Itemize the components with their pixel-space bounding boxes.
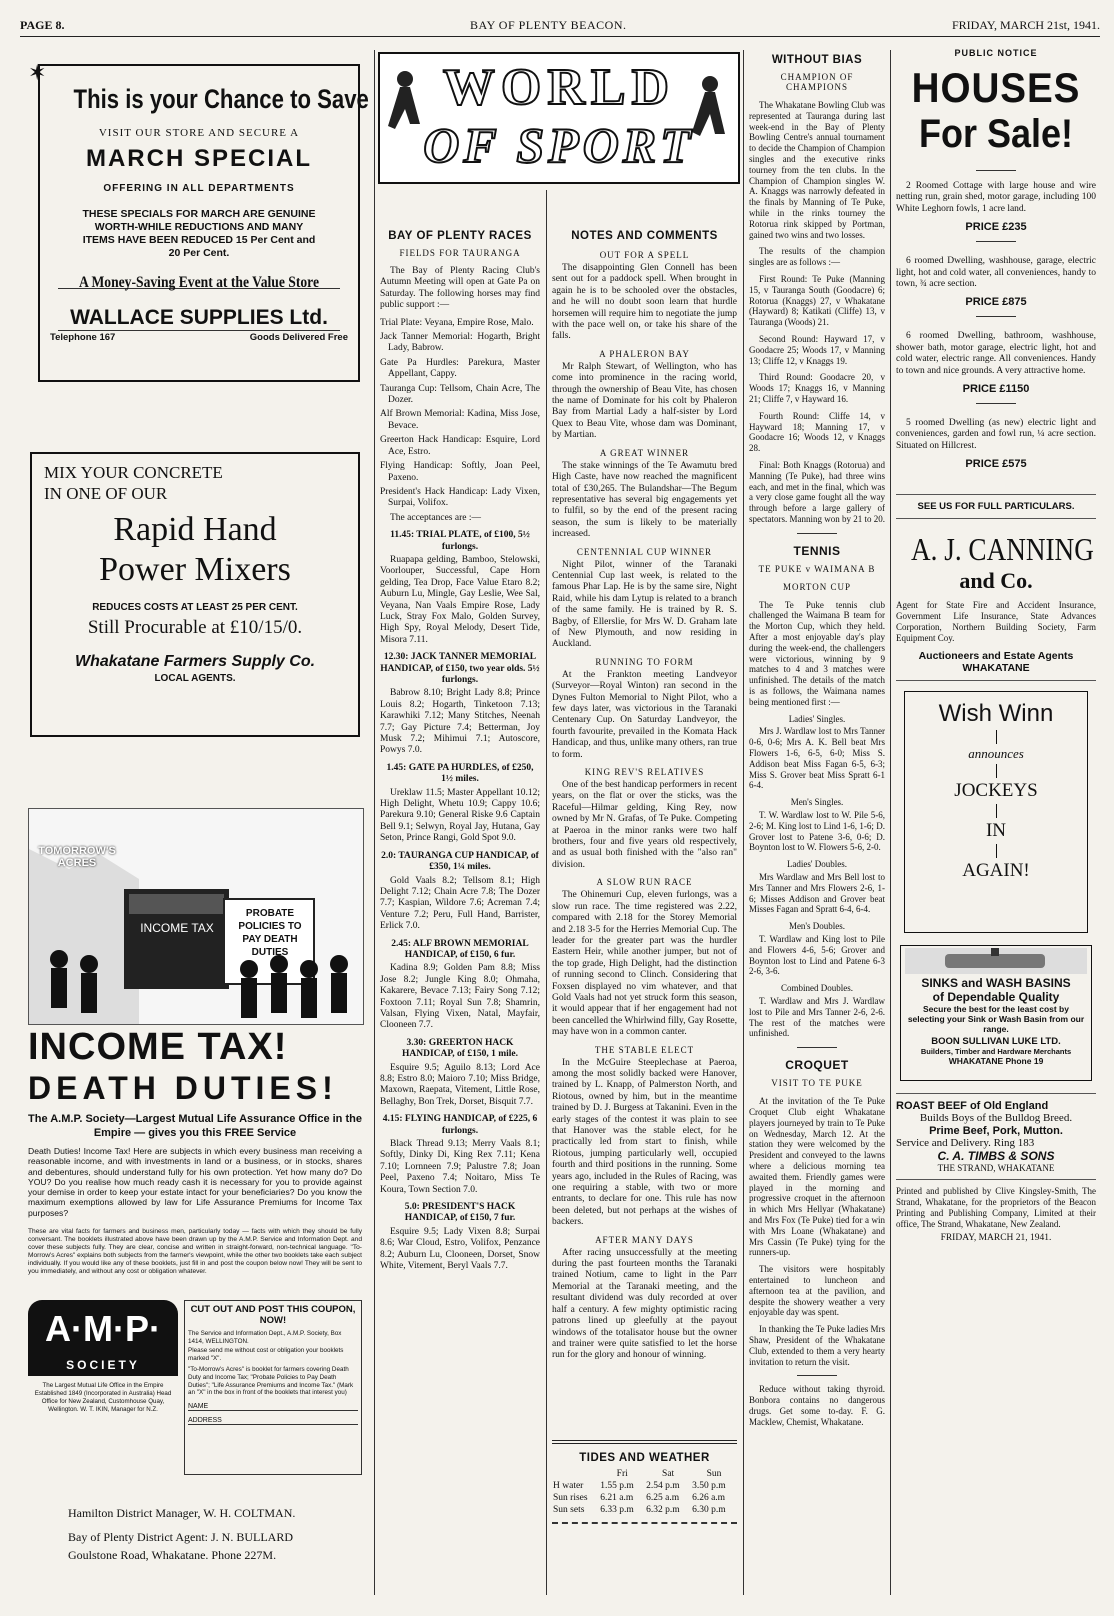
sinks-quality: of Dependable Quality: [932, 990, 1060, 1005]
amp-largest: The Largest Mutual Life Office in the Empire Established 1849 (Incorporated in Australia) Head Office for New Zealand, Customhouse Quay, Wellington. W. T. IKIN, Manager for N.Z.: [34, 1382, 172, 1413]
note-item: CENTENNIAL CUP WINNER Night Pilot, winner of the Taranaki Centennial Cup last week, is related to the famous Phar Lap. He is by the same sire, Night Raid, while his dam Lytup is related to a branch of the same family. He is trained by R. S. Bagby, of Ellerslie, for Mrs W. D. Graham late of New Plymouth, and now residing in Auckland.: [552, 546, 737, 650]
wallace-name: WALLACE SUPPLIES Ltd.: [70, 306, 328, 329]
listing: 6 roomed Dwelling, washhouse, garage, electric light, hot and cold water, all conveniences, handy to town, ¾ acre section. PRICE £875: [896, 256, 1096, 309]
sinks-text: Secure the best for the least cost by selecting your Sink or Wash Basin from our range.: [907, 1004, 1085, 1035]
probate-booklet: PROBATE POLICIES TO PAY DEATH DUTIES: [238, 908, 302, 958]
beef-line1: Builds Boys of the Bulldog Breed.: [919, 1112, 1073, 1125]
mixer-agents: LOCAL AGENTS.: [154, 673, 236, 684]
race-event: 12.30: JACK TANNER MEMORIAL HANDICAP, of £150, two year olds. 5½ furlongs. Babrow 8.10; Bright Lady 8.8; Prince Louis 8.2; Hogarth, Tinketoon 7.13; Karawhiki 7.12; Many Stitches, Neenah 7.7; Gay Picture 7.4; Betterman, Joy Musk 7.2; Mihimui 7.1; Autoscore, Powys 7.0.: [380, 652, 540, 756]
amp-society-ad: [28, 808, 362, 1560]
race-event: 2.45: ALF BROWN MEMORIAL HANDICAP, of £150, 6 fur. Kadina 8.9; Golden Pam 8.8; Miss Jose 8.2; Jungle King 8.0; Ohmaha, Kakarere, Bevace 7.13; Fairy Song 7.12; Foxtoon 7.11; Royal Sun 7.8; Shamrin, Valsan, Flying Vixen, Natal, Mayfair, Clooneen 7.7.: [380, 938, 540, 1031]
right-column: [896, 48, 1096, 1593]
sinks-phone: WHAKATANE Phone 19: [948, 1056, 1044, 1067]
see-particulars: SEE US FOR FULL PARTICULARS.: [917, 501, 1075, 513]
croquet-title: CROQUET: [785, 1058, 849, 1073]
mixer-product: Rapid Hand Power Mixers: [99, 511, 291, 588]
beef-address: THE STRAND, WHAKATANE: [937, 1163, 1055, 1174]
note-item: AFTER MANY DAYS After racing unsuccessfully at the meeting during the past fourteen months the Taranaki trained Notium, came to light in the Parr Memorial at the Taranaki meeting, and the resultant dividend was duly recorded at over half a century. A few mighty optimistic racing patrons lined up gleefully at the payout windows of the totalisator house but the owner and trainer were quite satisfied to let the horse run for the glory and honour of winning.: [552, 1234, 737, 1361]
banner-of-sport: OF SPORT: [423, 117, 695, 173]
canning-co: and Co.: [959, 568, 1033, 594]
races-title: BAY OF PLENTY RACES: [388, 230, 532, 242]
mixer-price: Still Procurable at £10/15/0.: [87, 617, 303, 638]
note-item: RUNNING TO FORM At the Frankton meeting Landveyor (Surveyor—Royal Winton) ran second in the Dynes Fulton Memorial to Night Pilot, who a few days later, was victorious in the Taranaki Centenary Cup. On Saturday Landveyor, the fourth favourite, prevailed in the Komata Hack Handicap, and thus, unlike many others, ran true to form.: [552, 656, 737, 760]
note-item: A GREAT WINNER The stake winnings of the Te Awamutu bred High Caste, have now reached the magnificent total of £30,265. The Bulandshar—The Begum representative has several big engagements yet to fulfil, so by the end of the present racing season, the sum is likely to be materially increased.: [552, 447, 737, 540]
canning-town: WHAKATANE: [962, 662, 1030, 675]
ad-event: A Money-Saving Event at the Value Store: [78, 274, 320, 291]
notes-title: NOTES AND COMMENTS: [571, 230, 718, 242]
beef-line2: Prime Beef, Pork, Mutton.: [929, 1125, 1063, 1138]
sinks-company: BOON SULLIVAN LUKE LTD.: [931, 1036, 1061, 1048]
croquet-subtitle: VISIT TO TE PUKE: [771, 1078, 863, 1089]
race-event: 3.30: GREERTON HACK HANDICAP, of £150, 1 mile. Esquire 9.5; Aguilo 8.13; Lord Ace 8.8; Estro 8.0; Maioro 7.10; Miss Bridge, Maxown, Raepata, Vitement, Little Rose, Bellaghy, Bon Trek, Dorset, Bisquit 7.7.: [380, 1037, 540, 1107]
table-row: Sun rises 6.21 a.m 6.25 a.m 6.26 a.m: [553, 1493, 726, 1503]
tennis-subtitle: TE PUKE v WAIMANA B: [758, 563, 876, 574]
races-picks: Trial Plate: Veyana, Empire Rose, Malo. Jack Tanner Memorial: Hogarth, Bright Lady, Babrow. Gate Pa Hurdles: Parekura, Master Appellant, Cappy. Tauranga Cup: Tellsom, Chain Acre, The Dozer. Alf Brown Memorial: Kadina, Miss Jose, Bevace. Greerton Hack Handicap: Esquire, Lord Ace, Estro. Flying Handicap: Softly, Joan Peel, Paxeno. President's Hack Handicap: Lady Vixen, Surpai, Volifox.: [380, 317, 540, 509]
houses-heading: HOUSES: [911, 64, 1081, 111]
wish-in: IN: [985, 820, 1007, 842]
amp-coupon[interactable]: [184, 1300, 362, 1475]
race-event: 4.15: FLYING HANDICAP, of £225, 6 furlongs. Black Thread 9.13; Merry Vaals 8.1; Softly, Dinky Di, King Rex 7.11; Kena 7.10; Lornneen 7.9; Palustre 7.8; Joan Peel, Paxeno 7.4; Noitaro, Miss Te Koura, Town Section 7.0.: [380, 1114, 540, 1195]
coupon-name-field[interactable]: NAME: [188, 1403, 358, 1411]
wish-announces: announces: [968, 746, 1024, 762]
canning-name: A. J. CANNING: [911, 531, 1094, 568]
imprint-text: Printed and published by Clive Kingsley-Smith, The Strand, Whakatane, for the proprietors of the Beacon Printing and Publishing Company, Limited at their office, The Strand, Whakatane, New Zealand.: [896, 1186, 1096, 1229]
coupon-address-field[interactable]: ADDRESS: [188, 1417, 358, 1425]
ad-visit: VISIT OUR STORE AND SECURE A: [98, 127, 300, 139]
amp-agent: Bay of Plenty District Agent: J. N. BULLARD: [68, 1530, 293, 1544]
bowling-title: WITHOUT BIAS: [771, 54, 863, 66]
imprint-date: FRIDAY, MARCH 21, 1941.: [940, 1233, 1052, 1244]
amp-society-line: The A.M.P. Society—Largest Mutual Life Assurance Office in the Empire — gives you this FREE Service: [28, 1113, 362, 1139]
amp-road: Goulstone Road, Whakatane. Phone 227M.: [68, 1548, 277, 1562]
race-event: 1.45: GATE PA HURDLES, of £250, 1½ miles. Ureklaw 11.5; Master Appellant 10.12; High Delight, Whetu 10.9; Cappy 10.6; Parekura 9.10; General Riske 9.6 Captain Bell 9.1; Selwyn, Royal Jay, Hutana, Gay Seton, Prince Rangi, Gold Spot 9.0.: [380, 762, 540, 844]
ad-footer: Telephone 167 Goods Delivered Free: [50, 332, 348, 343]
tides-table: Fri Sat Sun H water 1.55 p.m 2.54 p.m 3.50 p.m Sun rises 6.21 a.m 6.25 a.m 6.26 a.m Sun sets 6.33 p.m 6.32 p.m 6.30 p.m: [552, 1468, 737, 1516]
bowls-tennis-croquet-column: [749, 48, 885, 1593]
death-duties-heading: DEATH DUTIES!: [28, 1070, 338, 1106]
for-sale-heading: For Sale!: [918, 112, 1074, 156]
ad-specials-text: THESE SPECIALS FOR MARCH ARE GENUINE WORTH-WHILE REDUCTIONS AND MANY ITEMS HAVE BEEN REDUCED 15 Per Cent and 20 Per Cent.: [82, 208, 316, 259]
sinks-head: SINKS and WASH BASINS: [921, 976, 1071, 991]
amp-illustration: [28, 808, 364, 1025]
tides-title: TIDES AND WEATHER: [579, 1452, 710, 1464]
notes-column: [552, 224, 737, 1434]
race-event: 11.45: TRIAL PLATE, of £100, 5½ furlongs. Ruapapa gelding, Bamboo, Stelowski, Voorlouper, Successful, Cape Horn gelding, Tea Drop, Face Value Etaro 8.2; Auburn Lu, Mingle, Gay Leslie, Wee Sal, Veyana, Nan Vaals Empire Rose, Lady Luck, Stray Fox Malo, Golden Survey, High Spy, Royal Melody, Desert Tide, Misora 7.11.: [380, 530, 540, 645]
ad-offering: OFFERING IN ALL DEPARTMENTS: [103, 183, 295, 194]
world-of-sport-banner: [378, 52, 740, 184]
canning-text: Agent for State Fire and Accident Insurance, Government Life Insurance, State Advances Corporation, Northern Building Society, Farm Equipment Coy.: [896, 600, 1096, 644]
table-row: Sun sets 6.33 p.m 6.32 p.m 6.30 p.m: [553, 1505, 726, 1515]
canning-role: Auctioneers and Estate Agents: [918, 650, 1074, 663]
wish-winn: Wish Winn: [938, 700, 1054, 728]
amp-body-2: These are vital facts for farmers and business men, particularly today — facts with which they should be fully conversant. The booklets illustrated above have been drawn up by the A.M.P. Service and Information Dept. and cover these subjects fully. They are clear, concise and written in straight-forward, non-technical language. "To-Morrow's Acres" explains both subjects from the farmer's viewpoint, while the other two booklets take each subject individually. If you would like any of these booklets, just fill in and post the coupon below now! They will be sent to you immediately, and without any cost or obligation whatever.: [28, 1228, 362, 1275]
coupon-options: "To-Morrow's Acres" is booklet for farmers covering Death Duty and Income Tax; "Probate Policies to Pay Death Duties"; "Life Assurance Premiums and Income Tax." (Mark an "X" in the box in front of the booklets that interest you): [188, 1366, 354, 1397]
wish-winn-ad: [904, 691, 1088, 933]
mixer-intro: MIX YOUR CONCRETE IN ONE OF OUR: [44, 463, 223, 503]
races-column: [380, 224, 540, 1594]
acres-label: TOMORROW'S ACRES: [38, 845, 116, 869]
note-item: THE STABLE ELECT In the McGuire Steeplechase at Paeroa, among the most solidly backed were Hanover, trained by L. Knapp, of Palmerston North, and Riotous, owned by him, but in the meantime trained by D. J. Burgess at Takanini. Even in the early stages of the contest it was plain to see that Hanover was the stable elect, for he practically led from start to finish, while Riotous, jumping particularly well, occupied fourth and third positions in the running. Some years ago, included in the Rules of Racing, was one requiring a stable, with two or more entrants, to declare for one. This rule has now been deleted, but not perhaps at the wishes of backers.: [552, 1044, 737, 1228]
tennis-text: The Te Puke tennis club challenged the Waimana B team for the Morton Cup, which they held. After a most enjoyable day's play during the week-end, the challengers were victorious, winning by 9 matches to 4 and 3 matches were unfinished. The details of the match is as follows, the Waimana names being mentioned first :— Ladies' Singles. Mrs J. Wardlaw lost to Mrs Tanner 0-6, 0-6; Mrs A. K. Bell beat Mrs Flowers 1-6, 6-5, 6-0; Miss S. Addison beat Miss Fagan 6-5, 6-3; Miss S. Grover beat Miss Spratt 6-1 6-4. Men's Singles. T. W. Wardlaw lost to W. Pile 5-6, 2-6; M. King lost to Lind 1-6, 1-6; D. Grover lost to Patene 3-6, 0-6; D. Boynton lost to W. Flowers 5-6, 2-0. Ladies' Doubles. Mrs Wardlaw and Mrs Bell lost to Mrs Tanner and Mrs Flowers 2-6, 1-6; Misses Addison and Grover beat Misses Fagan and Spratt 6-4, 6-4. Men's Doubles. T. Wardlaw and King lost to Pile and Flowers 4-6, 5-6; Grover and Boynton lost to Lind and Patene 6-3 2-6, 3-6. Combined Doubles. T. Wardlaw and Mrs J. Wardlaw lost to Pile and Mrs Tanner 2-6, 2-6. The rest of the matches were unfinished.: [749, 599, 885, 1039]
beef-title: ROAST BEEF of Old England: [896, 1100, 1049, 1113]
wish-again: AGAIN!: [962, 860, 1030, 882]
sinks-role: Builders, Timber and Hardware Merchants: [920, 1047, 1072, 1057]
issue-date: FRIDAY, MARCH 21st, 1941.: [951, 18, 1100, 32]
page-header: [20, 18, 1100, 37]
bonbora-ad: Reduce without taking thyroid. Bonbora contains no dangerous drugs. Get some to-day. F. G. Macklew, Chemist, Whakatane.: [749, 1384, 885, 1427]
amp-manager: Hamilton District Manager, W. H. COLTMAN.: [68, 1506, 296, 1520]
amp-body: Death Duties! Income Tax! Here are subjects in which every business man receiving a reasonable income, and with investments in land or a business, or in stocks, shares and debentures, should understand fully for his own protection. Yet how many do? Do YOU? Do you realise how much ready cash it is necessary for you to provide against your demise in order to keep your estate intact for your beneficiaries? Do you know the maximum exemptions allowed by law for Life Assurance Premiums for Income Tax purposes?: [28, 1146, 362, 1218]
croquet-text: At the invitation of the Te Puke Croquet Club eight Whakatane players journeyed by train to Te Puke on Wednesday, March 12. At the station they were welcomed by the President and conveyed to the lawns where a delicious morning tea awaited them. Friendly games were played in the morning and progressive croquet in the afternoon in which Mrs Hellyar (Whakatane) and Mrs Fox (Te Puke) tied for a win with Mrs Loane (Whakatane) and Mrs Cassin (Te Puke) tying for the runners-up. The visitors were hospitably entertained to luncheon and afternoon tea at the pavilion, and despite the showery weather a very enjoyable day was spent. In thanking the Te Puke ladies Mrs Shaw, President of the Whakatane Club, extended to them a very hearty invitation to return the visit.: [749, 1096, 885, 1367]
mixer-reduces: REDUCES COSTS AT LEAST 25 PER CENT.: [92, 602, 298, 613]
farm-scene-illustration: [29, 809, 363, 1024]
amp-logo: A·M·P·: [28, 1300, 178, 1358]
public-notice: PUBLIC NOTICE: [954, 48, 1038, 58]
income-tax-heading: INCOME TAX!: [28, 1026, 288, 1068]
listing: 6 roomed Dwelling, bathroom, washhouse, shower bath, motor garage, electric light, hot and cold water, electric range. All conveniences. Handy to town and nice grounds. A very attractive home. PRICE £1150: [896, 331, 1096, 396]
tennis-title: TENNIS: [793, 543, 841, 558]
note-item: KING REV'S RELATIVES One of the best handicap performers in recent years, on the flat or over the sticks, was the Raceful—Hilmar gelding, King Rey, now owned by Mr N. Grafas, of Te Puke. Competing at Paeroa in the minor ranks were two half brothers, four and five years old respectively, and as usual both finished with the "also ran" division.: [552, 767, 737, 870]
mixer-company: Whakatane Farmers Supply Co.: [74, 653, 316, 670]
race-event: 5.0: PRESIDENT'S HACK HANDICAP, of £150, 7 fur. Esquire 9.5; Lady Vixen 8.8; Surpai 8.6; War Cloud, Estro, Volifox, Penzance 8.2; Auburn Lu, Clooneen, Dorset, Snow White, Vitement, Beryl Vaals 7.7.: [380, 1202, 540, 1272]
races-acceptances: The acceptances are :—: [390, 512, 481, 523]
sink-illustration: [905, 948, 1087, 974]
races-intro: The Bay of Plenty Racing Club's Autumn Meeting will open at Gate Pa on Saturday. The following horses may find public support :—: [380, 266, 540, 311]
note-item: OUT FOR A SPELL The disappointing Glen Connell has been sent out for a paddock spell. When brought in again he is to be schooled over the obstacles, and he will no doubt soon learn that hurdle horsemen will require him to negotiate the jump with the pace well on, or take his share of the falls.: [552, 250, 737, 342]
sinks-ad: [900, 945, 1092, 1081]
amp-society-label: SOCIETY: [28, 1358, 178, 1376]
bowling-subtitle: CHAMPION OF CHAMPIONS: [780, 72, 854, 92]
races-subtitle: FIELDS FOR TAURANGA: [399, 248, 521, 258]
tennis-cup: MORTON CUP: [782, 581, 852, 592]
newspaper-name: BAY OF PLENTY BEACON.: [470, 18, 627, 32]
listing: 2 Roomed Cottage with large house and wire netting run, grain shed, motor garage, including 100 White Leghorn fowls, 1 acre land. PRICE £235: [896, 181, 1096, 234]
wish-jockeys: JOCKEYS: [954, 780, 1038, 802]
note-item: A SLOW RUN RACE The Ohinemuri Cup, eleven furlongs, was a slow run race. The time registered was 2.22, compared with 2.18 for the Storey Memorial and 2.18 3-5 for the Herries Memorial Cup. The leader for the greater part was the hurdler Eastern Heir, while another jumper, but not of the top grade, High Delight, had the distinction of running second to Clinch. Considering that Foxsen displayed no vim whatever, and that Gold Vaals had not yet struck form this season, it would appear that if her engagement had not been cancelled the Whirlwind filly, Gay Rosette, may have won in a common canter.: [552, 877, 737, 1038]
march-special: MARCH SPECIAL: [85, 145, 312, 172]
beef-name: C. A. TIMBS & SONS: [937, 1149, 1055, 1164]
listing: 5 roomed Dwelling (as new) electric light and conveniences, garden and fowl run, ¼ acre section. Situated on Hillcrest. PRICE £575: [896, 418, 1096, 471]
table-row: H water 1.55 p.m 2.54 p.m 3.50 p.m: [553, 1481, 726, 1491]
wallace-supplies-ad: [28, 60, 369, 382]
ad-headline: This is your Chance to Save: [73, 84, 369, 114]
coupon-request: Please send me without cost or obligation your booklets marked "X".: [188, 1347, 344, 1362]
star-icon: ✶: [28, 60, 47, 85]
race-event: 2.0: TAURANGA CUP HANDICAP, of £350, 1¼ miles. Gold Vaals 8.2; Tellsom 8.1; High Delight 7.12; Chain Acre 7.8; The Dozer 7.7; Kaspian, Wildore 7.6; Acreman 7.4; Venture 7.2; Peru, Full Hand, Barrister, Erlick 7.0.: [380, 850, 540, 932]
tides-weather: [552, 1440, 737, 1564]
coupon-heading: CUT OUT AND POST THIS COUPON, NOW!: [190, 1304, 356, 1326]
note-item: A PHALERON BAY Mr Ralph Stewart, of Wellington, who has come into prominence in the racing world, through the ownership of Beau Vite, has chosen the name of Dominate for his colt by Phaleron Bay from Martial Lady a half-sister by Lord Quex to Beau Vite, whose dam was Dominant, by Martian.: [552, 348, 737, 441]
concrete-mixer-ad: [30, 452, 360, 737]
banner-world: WORLD: [442, 59, 676, 116]
coupon-address: The Service and Information Dept., A.M.P. Society, Box 1414, WELLINGTON.: [188, 1330, 342, 1345]
bowling-text: The Whakatane Bowling Club was represented at Tauranga during last week-end in the Bay of Plenty Bowling Centre's annual tournament to decide the Champion of Champion singles and the executive rinks tourney from the ten clubs. In the Champion of Champion singles W. A. Knaggs was narrowly defeated in the finals by Manning of Te Puke, while in the rinks tourney the Rotorua rink skipped by Portman, gained two wins and two losses. The results of the champion singles are as follows :— First Round: Te Puke (Manning 15, v Tauranga South (Goodacre) 6; Rotorua (Knaggs) 27, v Whakatane (Hayward) 8; Katikati (Cliffe) 13, v Tauranga (Woods) 21. Second Round: Hayward 17, v Goodacre 25; Woods 17, v Manning 13; Cliffe 12, v Knaggs 19. Third Round: Goodacre 20, v Woods 17; Knaggs 16, v Manning 21; Cliffe 7, v Hayward 16. Fourth Round: Cliffe 14, v Hayward 18; Manning 17, v Goodacre 16; Woods 12, v Knaggs 28. Final: Both Knaggs (Rotorua) and Manning (Te Puke), had three wins each, and met in the final, which was a very close game fought all the way through before a large gallery of spectators. Manning won by 21 to 20.: [749, 100, 885, 524]
income-tax-booklet: INCOME TAX: [140, 921, 214, 935]
beef-line3: Service and Delivery. Ring 183: [896, 1137, 1035, 1150]
page-number: PAGE 8.: [20, 18, 65, 32]
amp-logo-block: [28, 1300, 178, 1460]
